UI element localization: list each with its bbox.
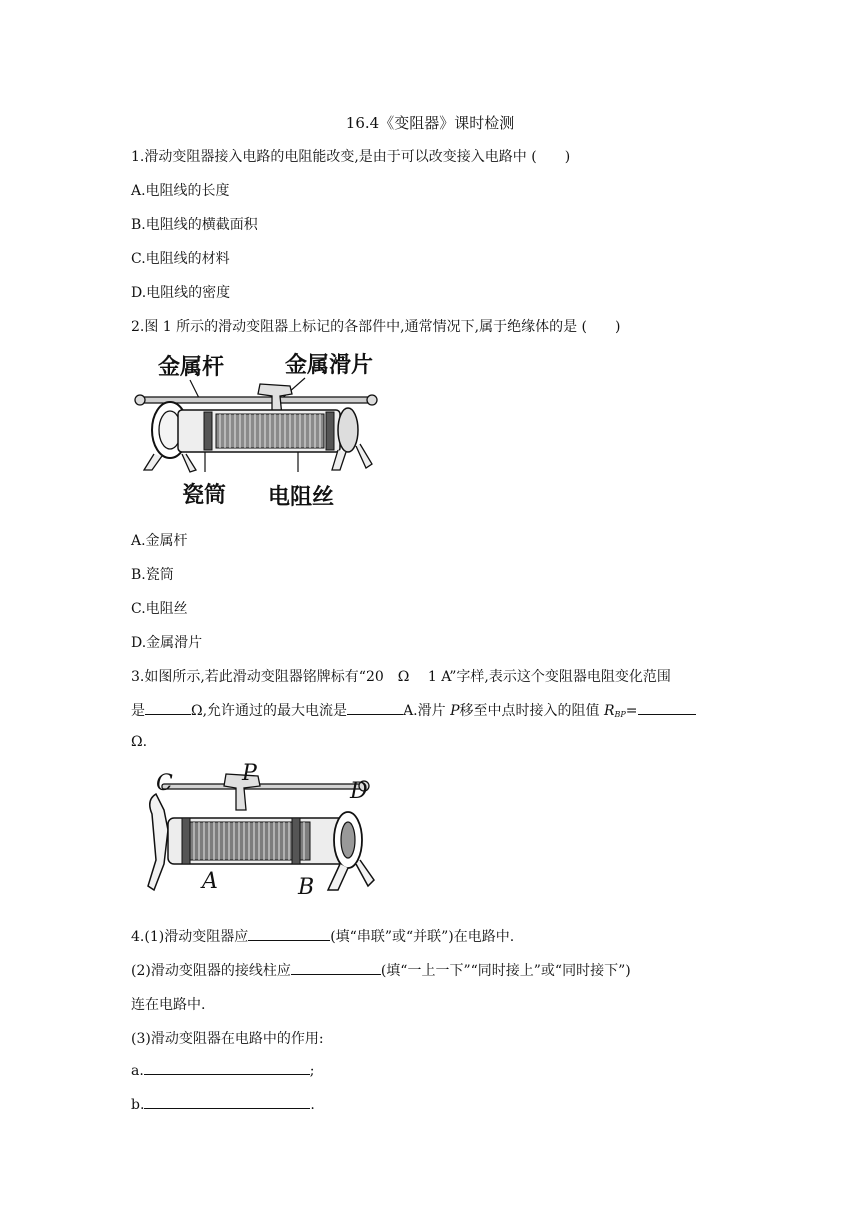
q3-var-r: R xyxy=(603,703,615,719)
page-title: 16.4《变阻器》课时检测 xyxy=(345,114,515,132)
q3-text-a: 是 xyxy=(131,703,145,719)
label-ceramic-tube: 瓷筒 xyxy=(182,483,227,508)
q4-part2-cont: 连在电路中. xyxy=(131,997,206,1013)
q2-option-c: C.电阻丝 xyxy=(131,601,188,617)
q2-option-a: A.金属杆 xyxy=(131,533,188,549)
q4-a-end: ; xyxy=(309,1063,315,1079)
q2-stem: 2.图 1 所示的滑动变阻器上标记的各部件中,通常情况下,属于绝缘体的是 ( ) xyxy=(131,319,621,335)
q1-option-d: D.电阻线的密度 xyxy=(131,285,231,301)
label-resistance-wire: 电阻丝 xyxy=(268,485,335,510)
q4-b-end: . xyxy=(310,1097,315,1113)
q3-blank-range[interactable] xyxy=(145,702,191,715)
rheostat-figure-2 xyxy=(142,760,382,905)
terminal-d-label: D xyxy=(350,779,368,804)
slider-p-label: P xyxy=(242,761,257,786)
q1-option-b: B.电阻线的横截面积 xyxy=(131,217,258,233)
q3-var-p: P xyxy=(450,703,460,719)
q3-blank-current[interactable] xyxy=(347,702,403,715)
q3-blank-midpoint[interactable] xyxy=(638,702,696,715)
q4-blank-connection[interactable] xyxy=(248,928,330,941)
q4-p2-text-a: (2)滑动变阻器的接线柱应 xyxy=(131,963,291,979)
rheostat-figure-1 xyxy=(130,342,380,512)
q3-text-c: A.滑片 xyxy=(403,703,446,719)
q4-a-label: a. xyxy=(131,1063,144,1079)
q4-part2 xyxy=(131,960,631,980)
q3-text-b: Ω,允许通过的最大电流是 xyxy=(191,703,348,719)
q4-blank-terminals[interactable] xyxy=(291,962,381,975)
q4-b-label: b. xyxy=(131,1097,145,1113)
q2-option-b: B.瓷筒 xyxy=(131,567,174,583)
q3-line2 xyxy=(131,700,696,720)
q2-option-d: D.金属滑片 xyxy=(131,635,203,651)
q3-line3: Ω. xyxy=(131,734,148,750)
q4-blank-a[interactable] xyxy=(144,1062,310,1075)
terminal-a-label: A xyxy=(202,869,218,894)
q3-line1: 3.如图所示,若此滑动变阻器铭牌标有“20 Ω 1 A”字样,表示这个变阻器电阻变化范围 xyxy=(131,669,671,685)
q4-part1 xyxy=(131,926,514,946)
q4-p2-text-b: (填“一上一下”“同时接上”或“同时接下”) xyxy=(380,963,631,979)
q1-stem: 1.滑动变阻器接入电路的电阻能改变,是由于可以改变接入电路中 ( ) xyxy=(131,149,571,165)
q3-var-r-subscript: BP xyxy=(614,710,626,719)
q4-p1-text-b: (填“串联”或“并联”)在电路中. xyxy=(330,929,515,945)
q4-part3: (3)滑动变阻器在电路中的作用: xyxy=(131,1031,324,1047)
terminal-c-label: C xyxy=(156,771,173,796)
q1-option-c: C.电阻线的材料 xyxy=(131,251,230,267)
q4-p1-text-a: 4.(1)滑动变阻器应 xyxy=(131,929,249,945)
q3-text-e: = xyxy=(625,703,638,719)
terminal-b-label: B xyxy=(298,875,315,900)
label-metal-slider: 金属滑片 xyxy=(285,353,374,378)
label-metal-rod: 金属杆 xyxy=(158,355,225,380)
q4-blank-b[interactable] xyxy=(144,1096,310,1109)
q3-text-d: 移至中点时接入的阻值 xyxy=(459,703,600,719)
q4-answer-b xyxy=(131,1096,315,1113)
q4-answer-a xyxy=(131,1062,315,1079)
q1-option-a: A.电阻线的长度 xyxy=(131,183,230,199)
